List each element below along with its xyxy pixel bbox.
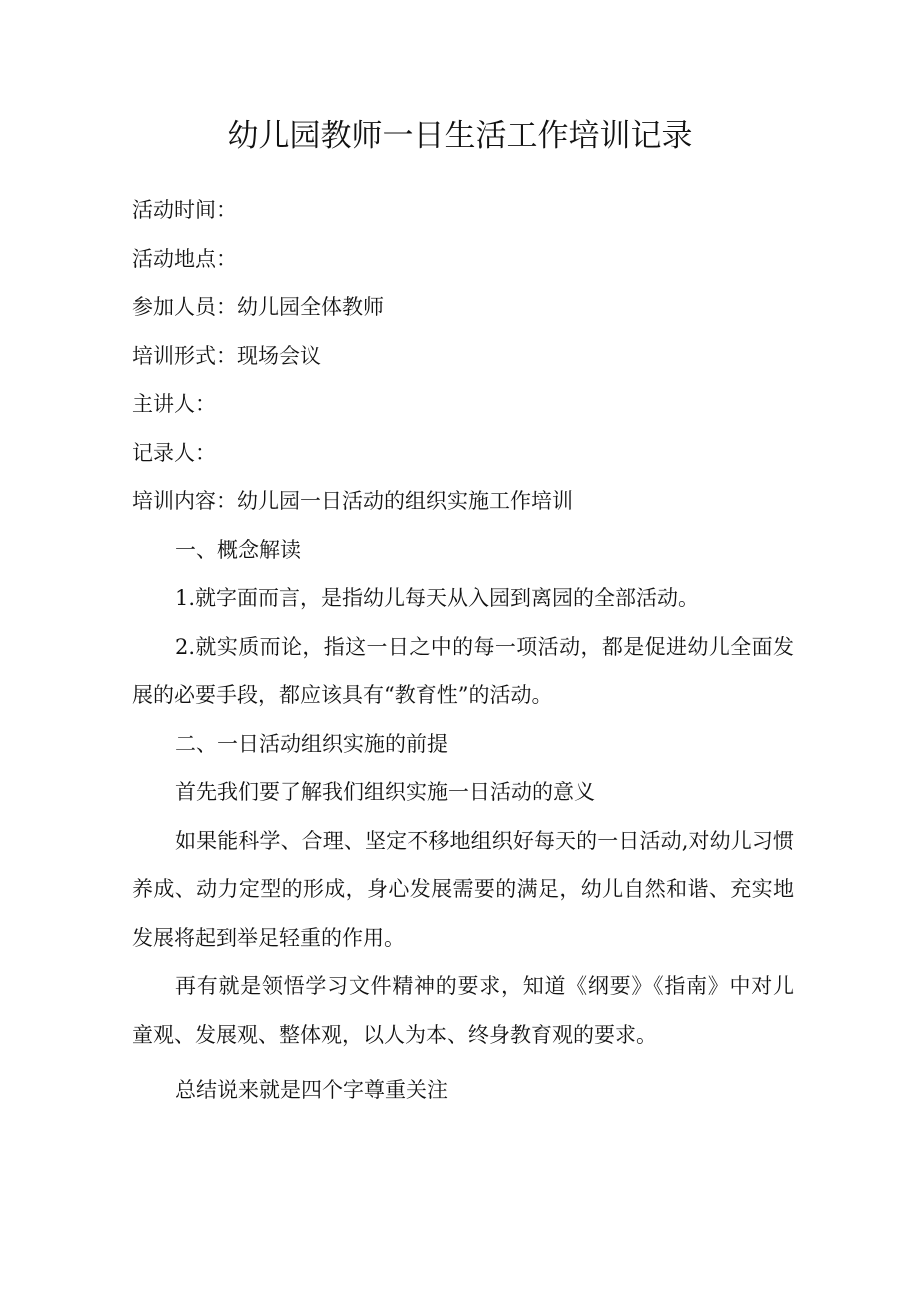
paragraph-document-spirit: 再有就是领悟学习文件精神的要求，知道《纲要》《指南》中对儿童观、发展观、整体观，以人为本、终身教育观的要求。 xyxy=(132,974,794,1047)
field-label: 参加人员： xyxy=(132,295,237,319)
field-label: 活动时间： xyxy=(132,198,237,222)
document-title: 幼儿园教师一日生活工作培训记录 xyxy=(227,118,693,154)
spacer xyxy=(132,1059,794,1066)
field-value: 幼儿园一日活动的组织实施工作培训 xyxy=(237,489,573,513)
paragraph-summary: 总结说来就是四个字尊重关注 xyxy=(175,1078,448,1102)
field-value: 现场会议 xyxy=(237,343,321,368)
field-activity-time xyxy=(132,186,794,235)
field-training-content xyxy=(132,477,794,526)
field-label: 培训内容： xyxy=(132,489,237,513)
paragraph-significance: 首先我们要了解我们组织实施一日活动的意义 xyxy=(175,780,595,804)
field-label: 培训形式： xyxy=(132,343,237,368)
field-value: 幼儿园全体教师 xyxy=(237,295,384,319)
paragraph-scientific-organization: 如果能科学、合理、坚定不移地组织好每天的一日活动,对幼儿习惯养成、动力定型的形成，身心发展需要的满足，幼儿自然和谐、充实地发展将起到举足轻重的作用。 xyxy=(132,828,794,950)
section-heading-concept: 一、概念解读 xyxy=(175,537,301,562)
section-heading-premise: 二、一日活动组织实施的前提 xyxy=(175,731,448,756)
field-recorder xyxy=(132,429,794,478)
field-training-format xyxy=(132,332,794,381)
field-participants xyxy=(132,283,794,332)
field-activity-location xyxy=(132,235,794,284)
paragraph-essential-meaning: 2.就实质而论，指这一日之中的每一项活动，都是促进幼儿全面发展的必要手段，都应该具有“教育性”的活动。 xyxy=(132,634,794,707)
paragraph-literal-meaning: 1.就字面而言，是指幼儿每天从入园到离园的全部活动。 xyxy=(175,586,700,610)
field-label: 主讲人： xyxy=(132,392,216,416)
field-speaker xyxy=(132,380,794,429)
field-label: 活动地点： xyxy=(132,246,237,271)
field-label: 记录人： xyxy=(132,440,216,465)
document-body xyxy=(132,186,794,1115)
